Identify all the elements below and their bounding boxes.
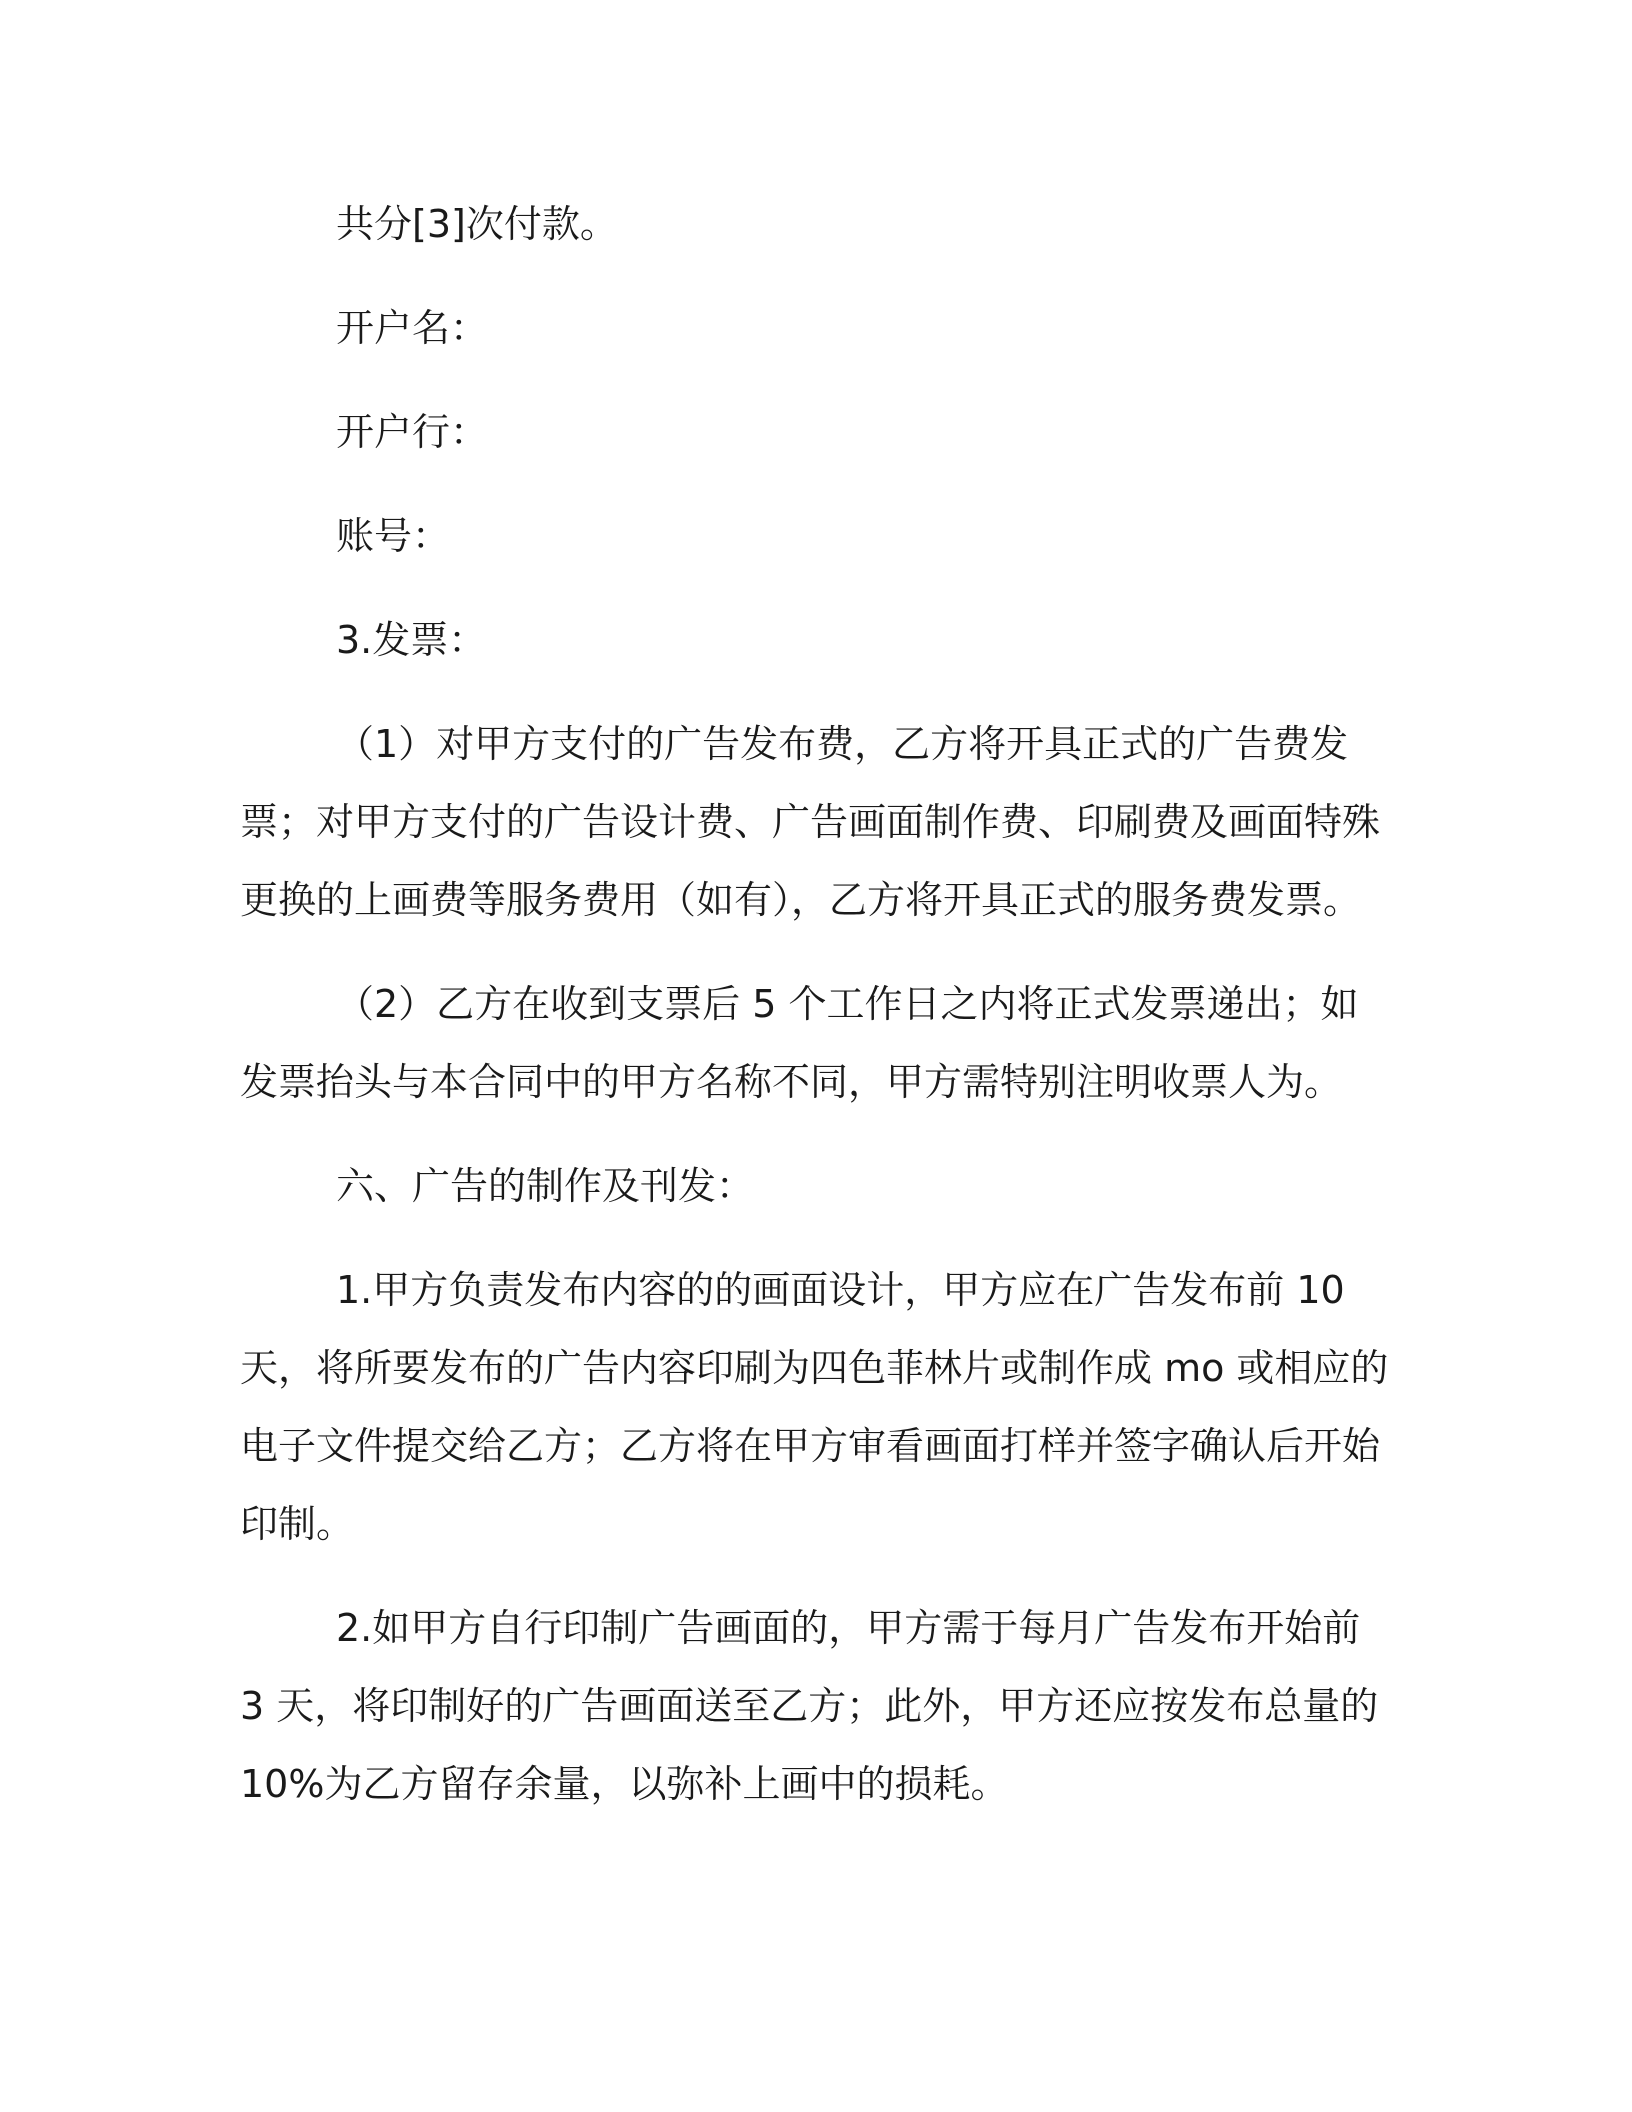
- paragraph-invoice-heading: 3.发票：: [336, 618, 487, 662]
- paragraph-invoice-2: （2）乙方在收到支票后 5 个工作日之内将正式发票递出；如发票抬头与本合同中的甲方名称不同，甲方需特别注明收票人为。: [240, 982, 1359, 1104]
- paragraph-invoice-1: （1）对甲方支付的广告发布费，乙方将开具正式的广告费发票；对甲方支付的广告设计费、广告画面制作费、印刷费及画面特殊更换的上画费等服务费用（如有），乙方将开具正式的服务费发票。: [240, 722, 1381, 922]
- paragraph-payment-count: 共分[3]次付款。: [336, 202, 618, 246]
- paragraph-account-name: 开户名：: [336, 306, 489, 350]
- paragraph-production-1: 1.甲方负责发布内容的的画面设计，甲方应在广告发布前 10 天，将所要发布的广告内容印刷为四色菲林片或制作成 mo 或相应的电子文件提交给乙方；乙方将在甲方审看画面打样并签字确认后开始印制。: [240, 1268, 1389, 1546]
- paragraph-bank: 开户行：: [336, 410, 489, 454]
- paragraph-account-number: 账号：: [336, 514, 451, 558]
- paragraph-production-2: 2.如甲方自行印制广告画面的，甲方需于每月广告发布开始前 3 天，将印制好的广告画面送至乙方；此外，甲方还应按发布总量的 10%为乙方留存余量，以弥补上画中的损耗。: [240, 1606, 1379, 1806]
- section-heading-production: 六、广告的制作及刊发：: [336, 1164, 755, 1208]
- document-body: [240, 185, 1390, 1849]
